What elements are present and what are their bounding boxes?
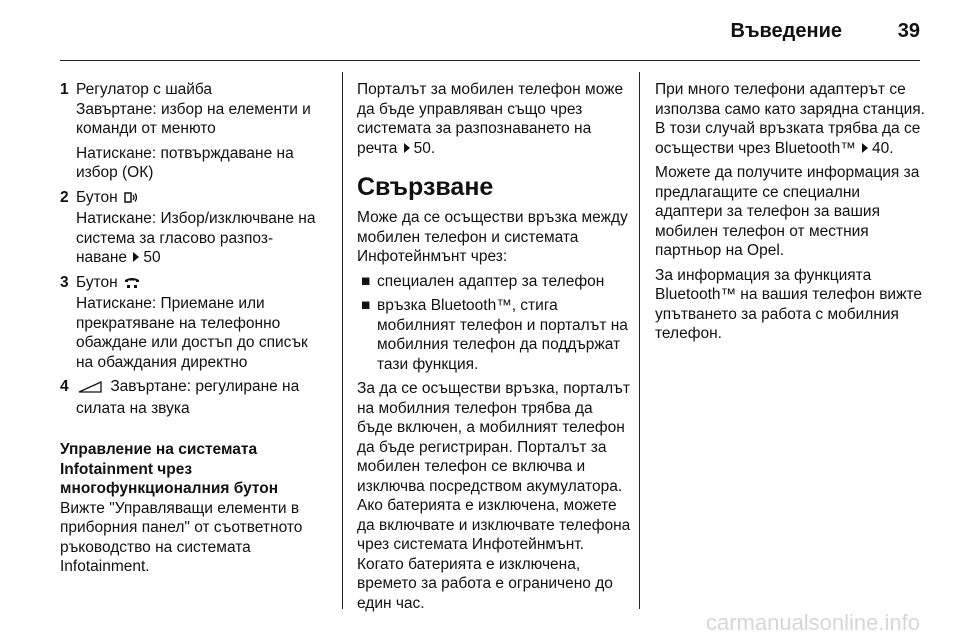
reference-arrow-icon (404, 143, 410, 153)
phone-icon (124, 275, 140, 295)
list-item (60, 188, 322, 210)
intro-paragraph (357, 80, 632, 158)
item-title: Бутон (76, 188, 118, 206)
square-bullet-icon: ■ (361, 272, 371, 290)
paragraph: Можете да получите информация за предлагащите се специални адаптери за телефон за вашия мобилен телефон от местния партньор на Opel. (655, 164, 920, 259)
item-title: Регулатор с шайба (76, 81, 213, 98)
watermark: carmanualsonline.info (705, 610, 920, 635)
item-description (76, 209, 322, 268)
page-reference: 50 (143, 249, 161, 266)
list-item (357, 272, 632, 292)
header-rule (60, 60, 920, 61)
list-item (357, 296, 632, 374)
item-description: Натискане: Приемане или прекратяване на телефонно обаждане или достъп до списък на обаждания директно (76, 295, 308, 371)
bullet-text: специален адаптер за телефон (377, 272, 605, 290)
item-number: 3 (60, 273, 69, 291)
list-item (60, 273, 322, 295)
square-bullet-icon: ■ (361, 297, 371, 314)
paragraph: Може да се осъществи връзка между мобилен телефон и системата Инфотейнмънт чрез: (357, 209, 628, 265)
section-heading: Управление на системата Infotainment чрез многофункционалния бутон (60, 441, 279, 497)
item-description: Завъртане: избор на елементи и команди от менюто (76, 100, 311, 137)
item-number: 1 (60, 81, 69, 98)
paragraph (655, 80, 925, 158)
list-item (60, 377, 322, 418)
page-reference: 40. (872, 139, 894, 157)
header-title: Въведение (730, 20, 842, 42)
item-description-text: Натискане: Избор/изключване на система за гласово разпоз-наване (76, 210, 316, 266)
item-number: 4 (60, 378, 69, 395)
paragraph-text: При много телефони адаптерът се използва само като зарядна станция. В този случай връзката трябва да се осъществи чрез Bluetooth™ (655, 81, 925, 157)
page-reference: 50. (413, 139, 436, 157)
column-1 (60, 80, 322, 577)
item-title: Бутон (76, 273, 118, 291)
item-number: 2 (60, 188, 69, 206)
bullet-text: връзка Bluetooth™, стига мобилният телефон и порталът на мобилния телефон да поддържат тази функция. (377, 297, 628, 373)
column-divider-2 (639, 72, 640, 609)
list-item (60, 80, 322, 100)
column-divider-1 (342, 72, 343, 609)
item-description: Натискане: потвърждаване на избор (ОК) (76, 144, 294, 181)
voice-icon (124, 190, 140, 210)
volume-icon (78, 379, 102, 399)
reference-arrow-icon (862, 143, 868, 153)
paragraph: За да се осъществи връзка, порталът на мобилния телефон трябва да бъде включен, а мобилният телефон да бъде регистриран. Порталът за мобилен телефон се включва и изключва посредством акумулатора. Ако батерията е изключена, можете да включвате и изключвате телефона чрез системата Инфотейнмънт. Когато батерията е изключена, времето за работа е ограничено до един час. (357, 380, 631, 612)
page-number: 39 (897, 20, 920, 42)
reference-arrow-icon (133, 252, 139, 262)
column-2 (357, 80, 632, 618)
section-text: Вижте "Управляващи елементи в приборния панел" от съответното ръководство на системата Infotainment. (60, 499, 303, 575)
column-3 (655, 80, 925, 349)
section-title: Свързване (357, 173, 494, 201)
intro-text: Порталът за мобилен телефон може да бъде управляван също чрез системата за разпознаването на речта (357, 81, 624, 157)
paragraph: За информация за функцията Bluetooth™ на вашия телефон вижте упътването за работа с мобилния телефон. (655, 266, 923, 342)
item-title: Завъртане: регулиране на силата на звука (76, 378, 300, 417)
